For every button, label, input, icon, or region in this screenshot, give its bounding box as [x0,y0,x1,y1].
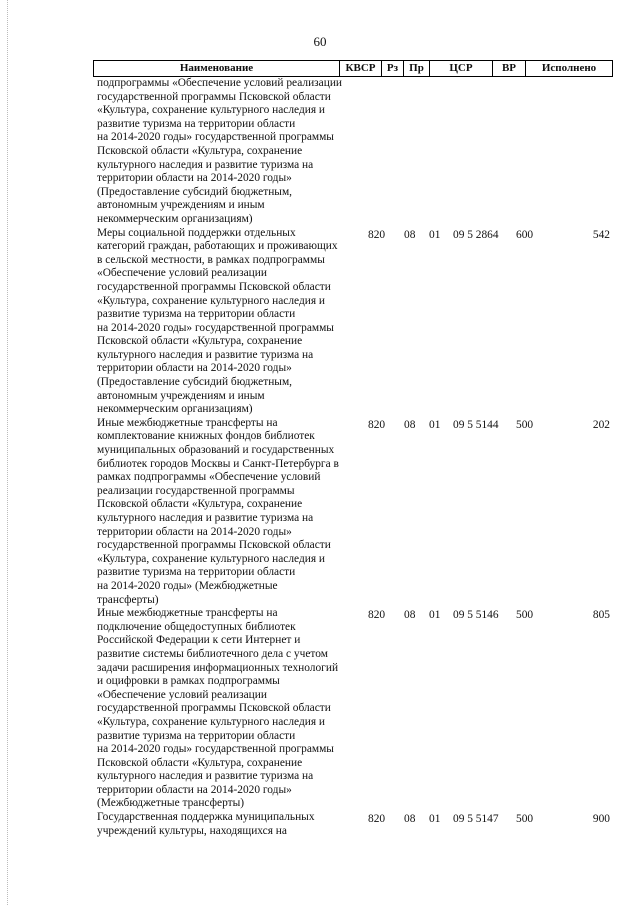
row-name: Государственная поддержка муниципальных учреждений культуры, находящихся на [97,811,315,837]
table-header [93,60,613,77]
row-rz: 08 [404,418,416,431]
row-vr: 500 [516,418,534,431]
budget-table [93,60,613,838]
table-row [93,77,613,227]
table-row [93,417,613,607]
row-isp: 900 [592,813,610,826]
header-csr: ЦСР [429,61,492,76]
row-kvsr: 820 [368,228,386,241]
header-pr: Пр [403,61,429,76]
row-isp: 805 [592,609,610,622]
row-vr: 500 [516,813,534,826]
row-kvsr: 820 [368,609,386,622]
table-row [93,227,613,417]
row-pr: 01 [429,418,441,431]
row-pr: 01 [429,609,441,622]
page-number: 60 [313,34,327,49]
table-row [93,607,613,811]
header-rz: Рз [381,61,403,76]
row-vr: 600 [516,228,534,241]
row-vr: 500 [516,609,534,622]
row-csr: 09 5 5147 [453,813,499,826]
row-kvsr: 820 [368,813,386,826]
row-name: Меры социальной поддержки отдельных категорий граждан, работающих и проживающих в сельской местности, в рамках подпрограммы «Обеспечение условий реализации государственной программы Псковской области «Культура, сохранение культурного наследия и развитие туризма на территории области на 2014-2020 годы» государственной программы Псковской области «Культура, сохранение культурного наследия и развитие туризма на территории области на 2014-2020 годы» (Предоставление субсидий бюджетным, автономным учреждениям и иным некоммерческим организациям) [97,226,338,416]
header-isp: Исполнено [525,61,612,76]
row-name: Иные межбюджетные трансферты на комплектование книжных фондов библиотек муниципальных образований и государственных библиотек городов Москвы и Санкт-Петербурга в рамках подпрограммы «Обеспечение условий реализации государственной программы Псковской области «Культура, сохранение культурного наследия и развитие туризма на территории области на 2014-2020 годы» государственной программы Псковской области «Культура, сохранение культурного наследия и развитие туризма на территории области на 2014-2020 годы» (Межбюджетные трансферты) [97,416,339,606]
row-rz: 08 [404,228,416,241]
row-name: подпрограммы «Обеспечение условий реализации государственной программы Псковской области «Культура, сохранение культурного наследия и развитие туризма на территории области на 2014-2020 годы» государственной программы Псковской области «Культура, сохранение культурного наследия и развитие туризма на территории области на 2014-2020 годы» (Предоставление субсидий бюджетным, автономным учреждениям и иным некоммерческим организациям) [97,77,343,225]
row-csr: 09 5 5144 [453,418,499,431]
row-isp: 202 [592,418,610,431]
header-name: Наименование [179,62,254,74]
table-row [93,811,613,838]
row-pr: 01 [429,813,441,826]
header-vr: ВР [492,61,525,76]
row-kvsr: 820 [368,418,386,431]
row-isp: 542 [592,228,610,241]
scan-margin-line [7,0,9,905]
header-kvsr: КВСР [339,61,381,76]
row-rz: 08 [404,813,416,826]
row-csr: 09 5 2864 [453,228,499,241]
row-rz: 08 [404,609,416,622]
row-pr: 01 [429,228,441,241]
row-csr: 09 5 5146 [453,609,499,622]
row-name: Иные межбюджетные трансферты на подключение общедоступных библиотек Российской Федерации к сети Интернет и развитие системы библиотечного дела с учетом задачи расширения информационных технологий и оцифровки в рамках подпрограммы «Обеспечение условий реализации государственной программы Псковской области «Культура, сохранение культурного наследия и развитие туризма на территории области на 2014-2020 годы» государственной программы Псковской области «Культура, сохранение культурного наследия и развитие туризма на территории области на 2014-2020 годы» (Межбюджетные трансферты) [97,607,339,810]
